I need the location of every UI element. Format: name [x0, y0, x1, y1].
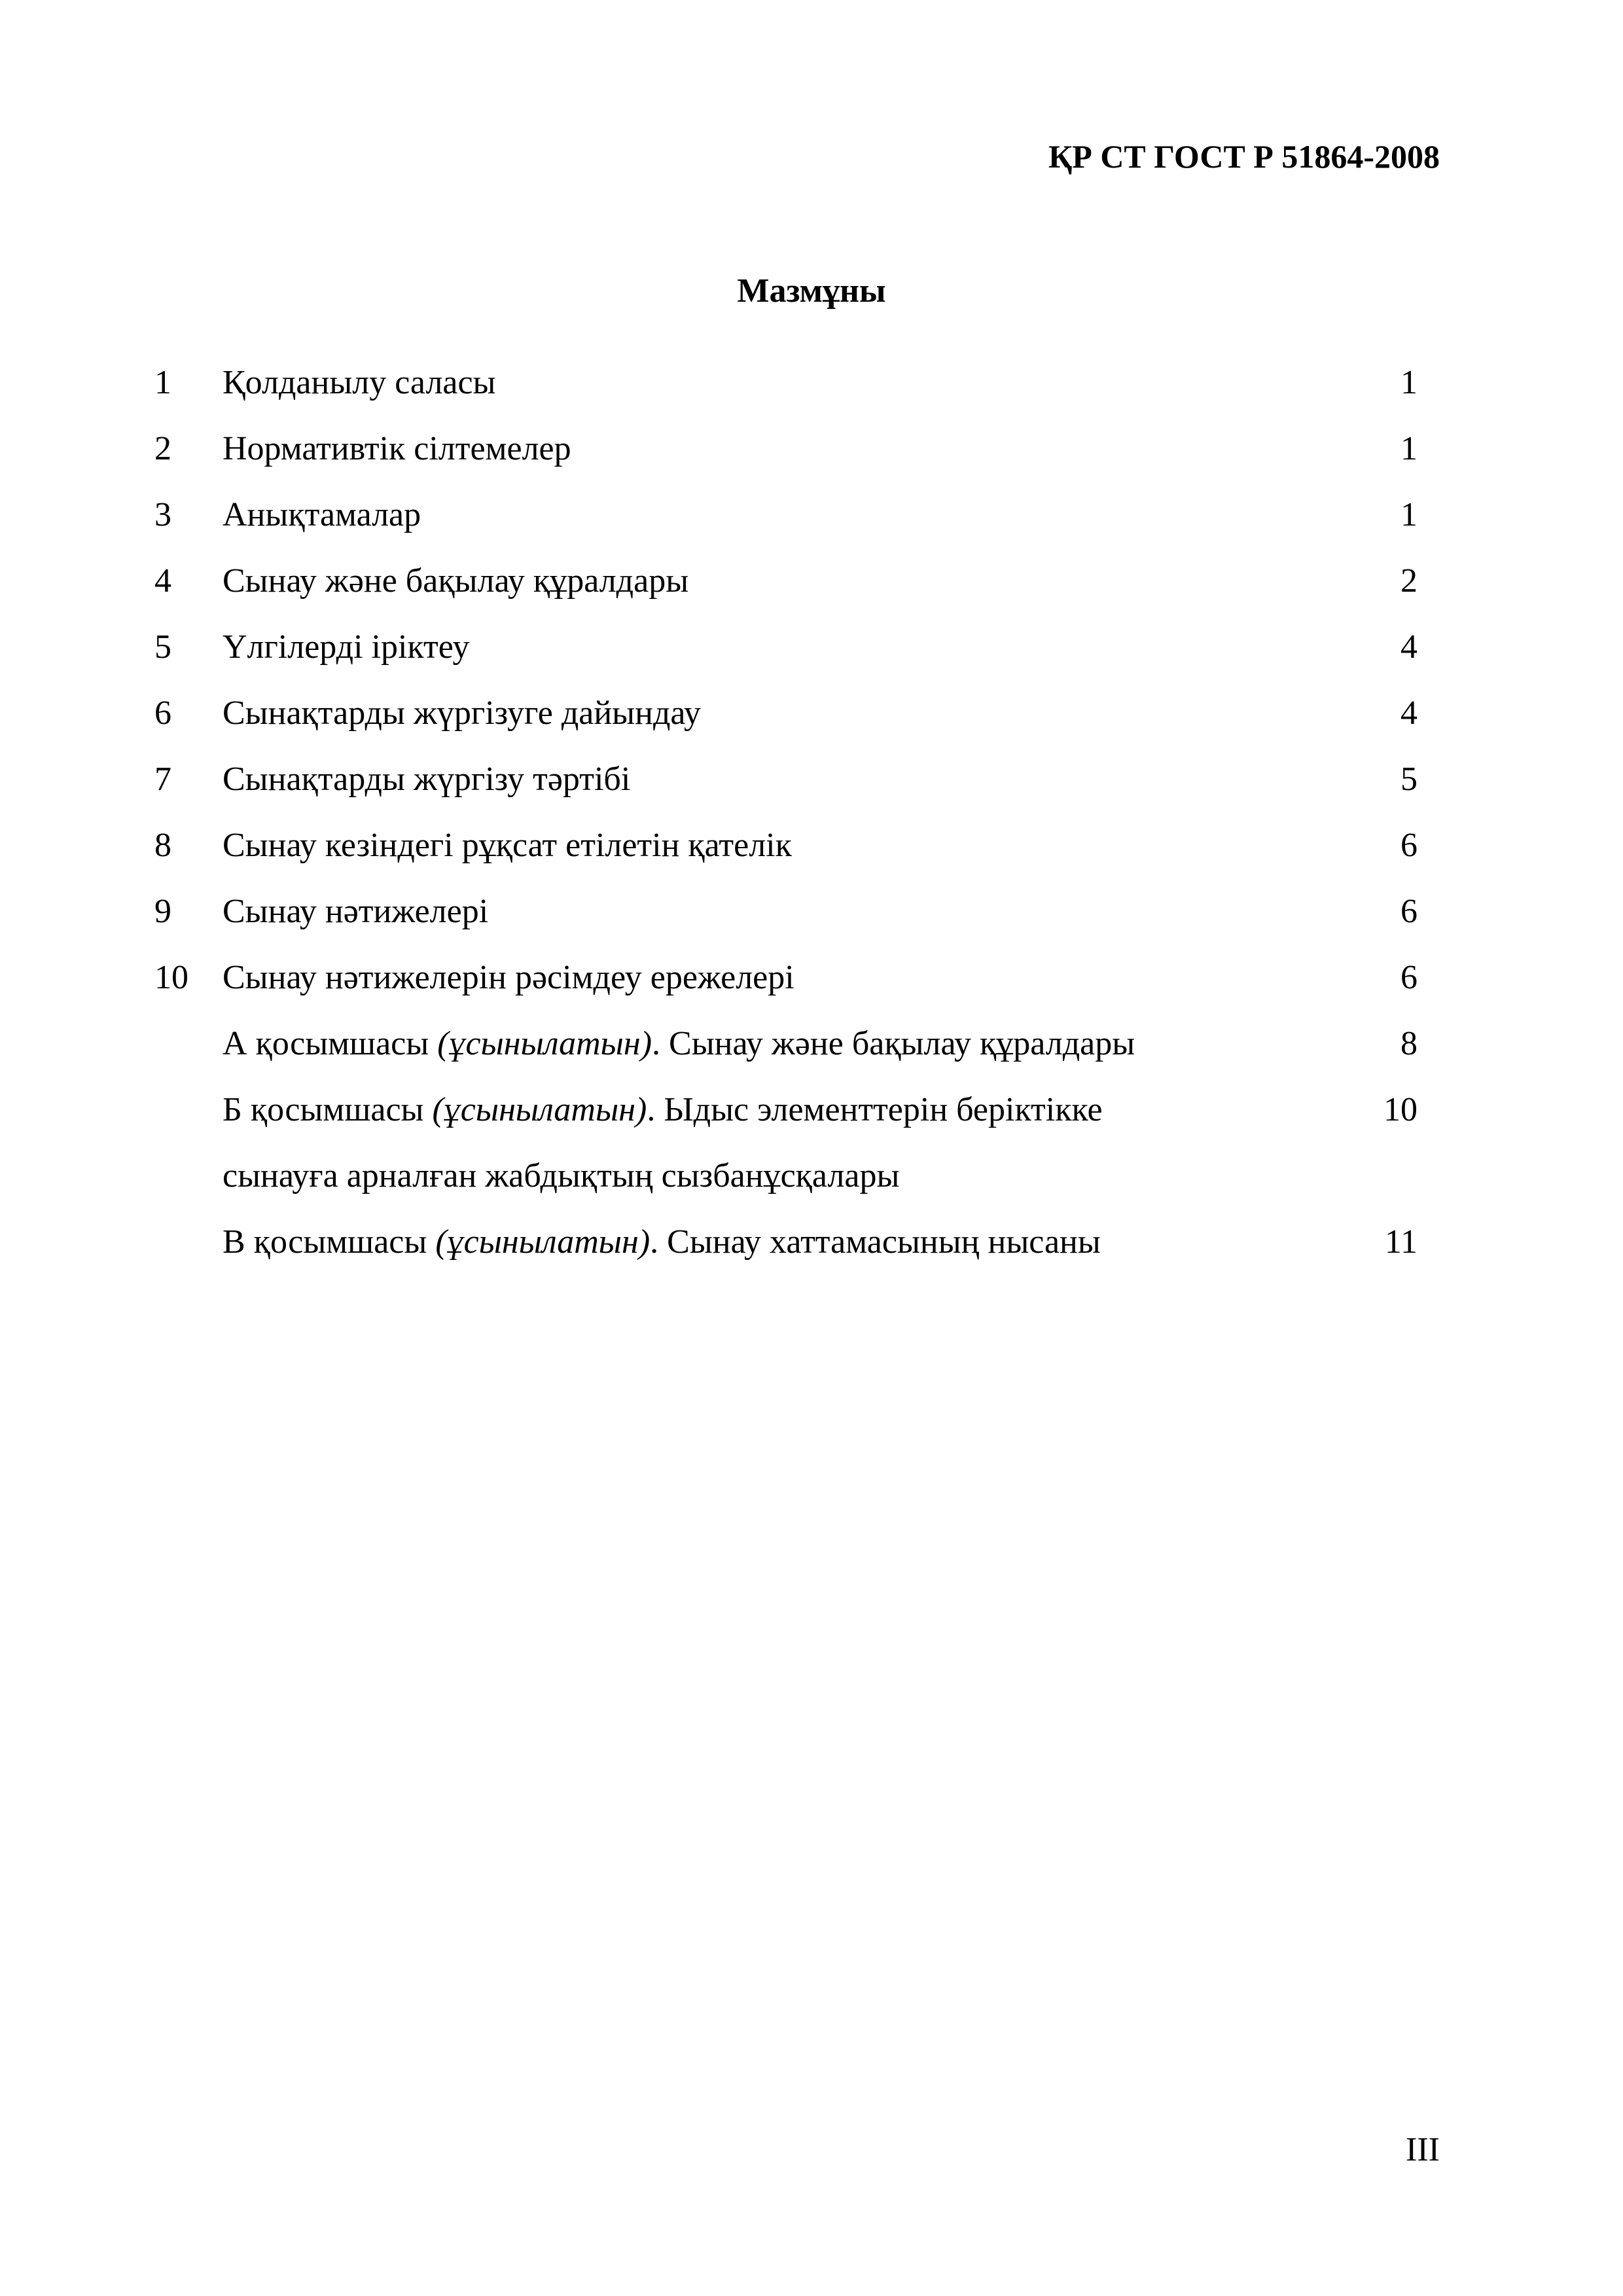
toc-entry	[0, 680, 1623, 746]
toc-entry-title: Сынау кезіндегі рұқсат етілетін қателік	[223, 827, 792, 864]
toc-entry-title: Сынау және бақылау құралдары	[223, 562, 689, 600]
page-number: III	[1406, 2131, 1440, 2168]
toc-appendix-title	[223, 1209, 1302, 1275]
toc-entry-title: Сынау нәтижелерін рәсімдеу ережелері	[223, 959, 794, 996]
toc-appendix-title	[223, 1077, 1302, 1143]
toc-entry-title: Анықтамалар	[223, 496, 421, 533]
toc-entry	[0, 416, 1623, 482]
toc-entry-number: 10	[154, 959, 188, 996]
toc-entry	[0, 350, 1623, 416]
toc-entry	[0, 548, 1623, 614]
toc-appendix-title	[223, 1011, 1302, 1077]
toc-entry	[0, 746, 1623, 812]
toc-entry-page: 4	[1400, 694, 1418, 732]
toc-entry-title: Сынау нәтижелері	[223, 893, 489, 930]
toc-appendix-entry	[0, 1077, 1623, 1143]
table-of-contents	[0, 350, 1623, 1275]
toc-entry-title: Сынақтарды жүргізуге дайындау	[223, 694, 701, 732]
appendix-title-text: . Сынау хаттамасының нысаны	[650, 1223, 1101, 1261]
toc-entry-page: 6	[1400, 893, 1418, 930]
document-code: ҚР СТ ГОСТ Р 51864-2008	[1048, 138, 1440, 175]
toc-title: Мазмұны	[737, 272, 886, 310]
appendix-prefix: А қосымшасы	[223, 1025, 438, 1062]
toc-entry-page: 6	[1400, 959, 1418, 996]
appendix-qualifier: (ұсынылатын)	[437, 1025, 652, 1062]
toc-appendix-entry	[0, 1011, 1623, 1077]
toc-entry-title: Сынақтарды жүргізу тәртібі	[223, 761, 631, 798]
toc-entry-number: 7	[154, 761, 171, 798]
toc-appendix-continuation	[0, 1143, 1623, 1209]
appendix-qualifier: (ұсынылатын)	[432, 1091, 647, 1128]
toc-entry-page: 1	[1400, 496, 1418, 533]
appendix-qualifier: (ұсынылатын)	[435, 1223, 651, 1261]
toc-entry-number: 4	[154, 562, 171, 600]
toc-entry-page: 8	[1400, 1025, 1418, 1062]
appendix-title-continuation: сынауға арналған жабдықтың сызбанұсқалары	[223, 1157, 900, 1194]
toc-entry-page: 11	[1384, 1223, 1418, 1261]
toc-entry-number: 1	[154, 364, 171, 401]
toc-entry-page: 1	[1400, 430, 1418, 467]
toc-entry-page: 4	[1400, 628, 1418, 666]
toc-entry	[0, 482, 1623, 548]
toc-appendix-entry	[0, 1209, 1623, 1275]
toc-entry-title: Үлгілерді іріктеу	[223, 628, 470, 666]
toc-entry-number: 8	[154, 827, 171, 864]
toc-entry	[0, 944, 1623, 1011]
toc-entry	[0, 812, 1623, 878]
toc-entry	[0, 614, 1623, 680]
toc-entry-title: Нормативтік сілтемелер	[223, 430, 571, 467]
appendix-title-text: . Сынау және бақылау құралдары	[652, 1025, 1135, 1062]
toc-entry-page: 1	[1400, 364, 1418, 401]
appendix-title-text: . Ыдыс элементтерін беріктікке	[647, 1091, 1103, 1128]
toc-entry-title: Қолданылу саласы	[223, 364, 496, 401]
toc-entry-number: 3	[154, 496, 171, 533]
toc-entry-number: 6	[154, 694, 171, 732]
toc-entry-page: 10	[1383, 1091, 1418, 1128]
appendix-prefix: Б қосымшасы	[223, 1091, 433, 1128]
toc-entry-number: 9	[154, 893, 171, 930]
toc-entry-number: 5	[154, 628, 171, 666]
toc-entry	[0, 878, 1623, 944]
toc-entry-page: 6	[1400, 827, 1418, 864]
toc-entry-page: 5	[1400, 761, 1418, 798]
toc-entry-number: 2	[154, 430, 171, 467]
toc-entry-page: 2	[1400, 562, 1418, 600]
appendix-prefix: В қосымшасы	[223, 1223, 436, 1261]
